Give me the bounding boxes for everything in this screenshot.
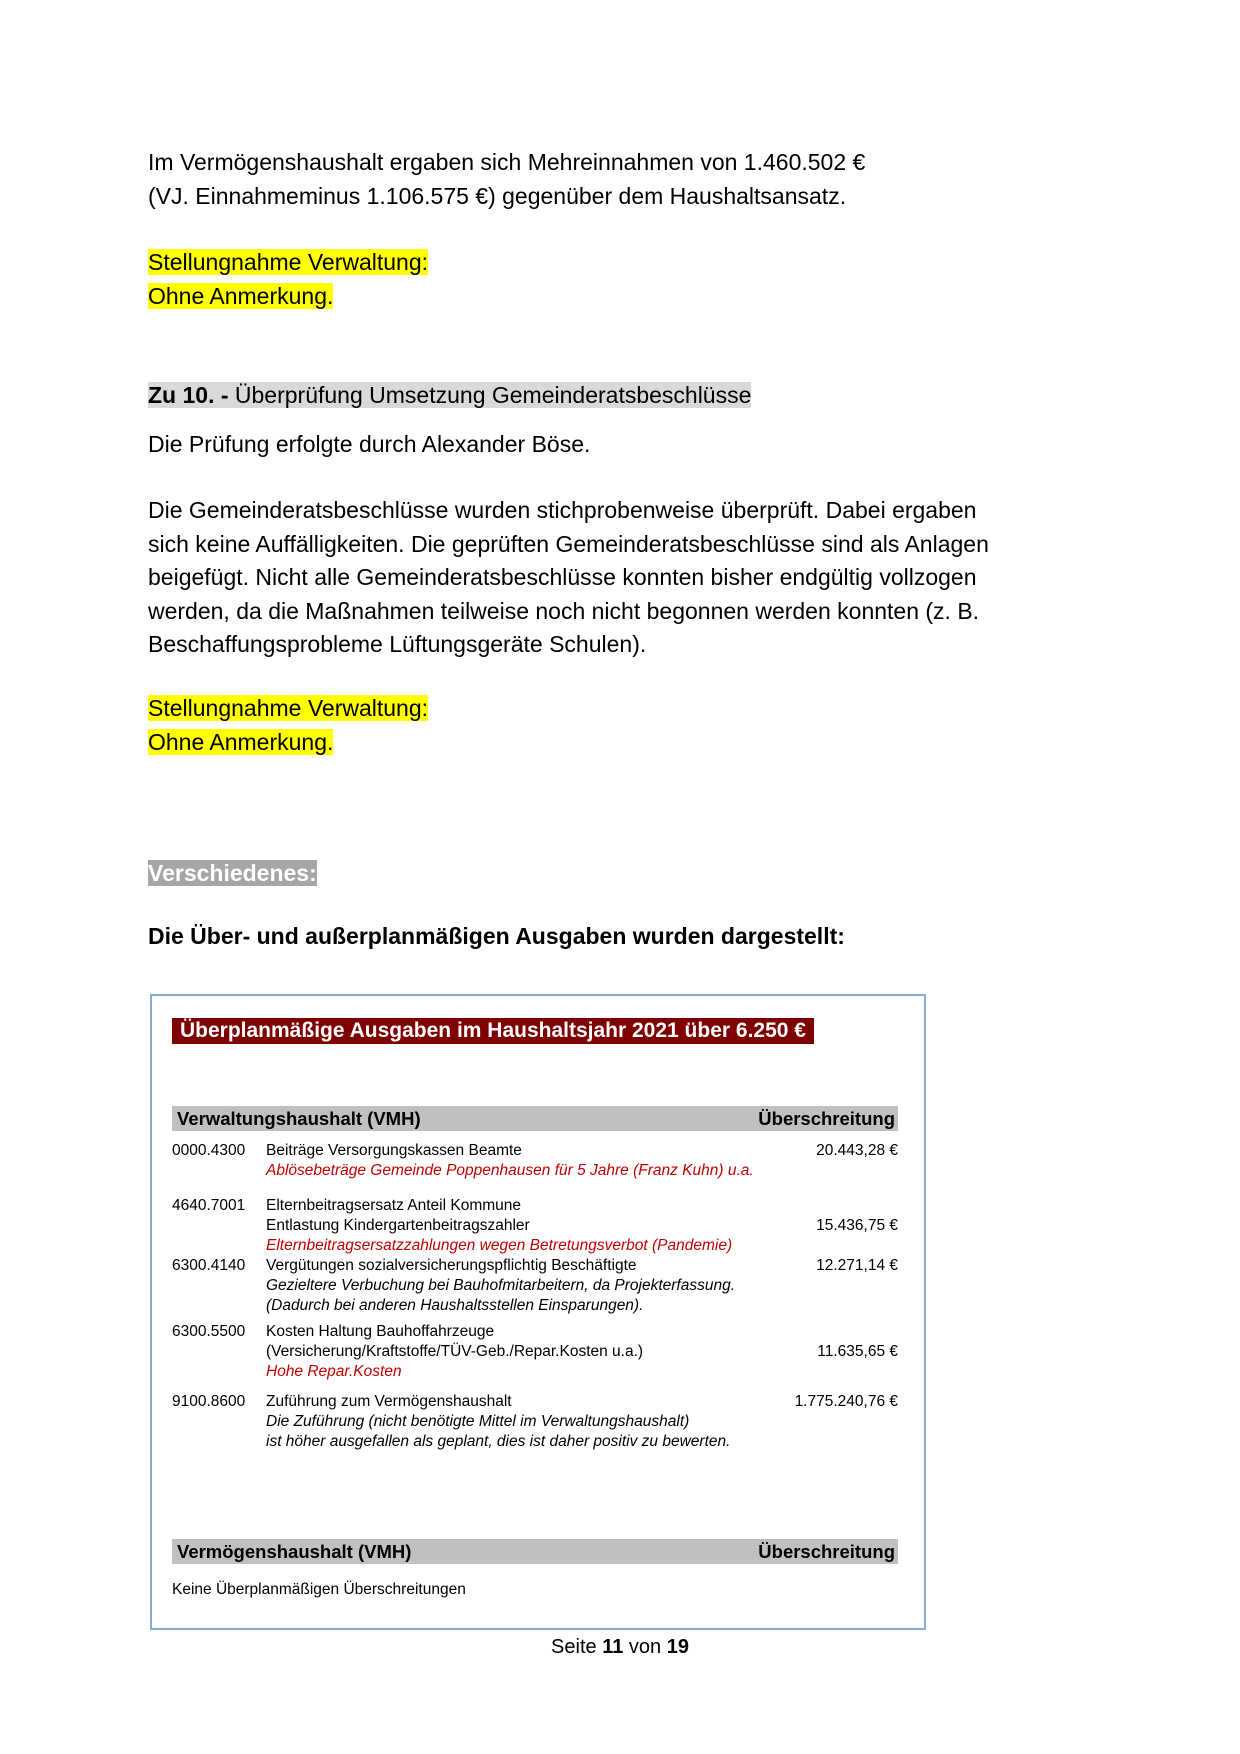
description-line: (Versicherung/Kraftstoffe/TÜV-Geb./Repar.Kosten u.a.) xyxy=(266,1343,644,1360)
verm-no-overruns: Keine Überplanmäßigen Überschreitungen xyxy=(172,1581,466,1598)
row-note: (Dadurch bei anderen Haushaltsstellen Einsparungen). xyxy=(266,1297,644,1314)
verm-header xyxy=(172,1539,898,1564)
paragraph-pruefung: Die Prüfung erfolgte durch Alexander Böse. xyxy=(148,431,591,457)
statement-block-2 xyxy=(148,692,428,759)
row-note: Ablösebeträge Gemeinde Poppenhausen für 5 Jahre (Franz Kuhn) u.a. xyxy=(266,1162,754,1179)
vwh-header xyxy=(172,1106,898,1131)
description-line: Beiträge Versorgungskassen Beamte xyxy=(266,1142,522,1159)
row-note: Gezieltere Verbuchung bei Bauhofmitarbeitern, da Projekterfassung. xyxy=(266,1277,736,1294)
statement-label: Stellungnahme Verwaltung: xyxy=(148,249,429,275)
row-description xyxy=(266,1196,806,1256)
row-description xyxy=(266,1141,806,1181)
text-line: (VJ. Einnahmeminus 1.106.575 €) gegenüber dem Haushaltsansatz. xyxy=(148,182,847,209)
text-line: Die Gemeinderatsbeschlüsse wurden stichprobenweise überprüft. Dabei ergaben xyxy=(148,497,977,523)
statement-block-1 xyxy=(148,246,428,313)
paragraph-gemeinderatsbeschluesse xyxy=(148,494,989,662)
statement-text: Ohne Anmerkung. xyxy=(148,282,334,309)
paragraph-vermoegenshaushalt xyxy=(148,146,865,213)
overrun-amount: 1.775.240,76 € xyxy=(794,1393,898,1410)
vwh-column-label: Überschreitung xyxy=(758,1108,895,1129)
footer-total-pages: 19 xyxy=(666,1636,689,1658)
text-line: beigefügt. Nicht alle Gemeinderatsbeschlüsse konnten bisher endgültig vollzogen xyxy=(148,564,977,590)
overrun-amount: 20.443,28 € xyxy=(816,1142,898,1159)
text-line: werden, da die Maßnahmen teilweise noch nicht begonnen werden konnten (z. B. xyxy=(148,597,980,624)
description-line: Elternbeitragsersatz Anteil Kommune xyxy=(266,1197,522,1214)
footer-middle: von xyxy=(623,1636,667,1658)
row-note: ist höher ausgefallen als geplant, dies ist daher positiv zu bewerten. xyxy=(266,1433,731,1450)
row-description xyxy=(266,1392,806,1452)
description-line: Zuführung zum Vermögenshaushalt xyxy=(266,1393,512,1410)
row-note: Die Zuführung (nicht benötigte Mittel im Verwaltungshaushalt) xyxy=(266,1413,690,1430)
row-description xyxy=(266,1256,806,1316)
ausgaben-table xyxy=(150,994,926,1630)
text-line: Beschaffungsprobleme Lüftungsgeräte Schulen). xyxy=(148,631,647,657)
table-intro-heading: Die Über- und außerplanmäßigen Ausgaben wurden dargestellt: xyxy=(148,923,845,949)
section-title: Überprüfung Umsetzung Gemeinderatsbeschlüsse xyxy=(228,382,752,408)
statement-text: Ohne Anmerkung. xyxy=(148,728,334,755)
section-heading-10 xyxy=(148,379,751,413)
description-line: Kosten Haltung Bauhoffahrzeuge xyxy=(266,1323,495,1340)
row-note: Elternbeitragsersatzzahlungen wegen Betretungsverbot (Pandemie) xyxy=(266,1237,733,1254)
row-description xyxy=(266,1322,806,1382)
account-code: 6300.5500 xyxy=(172,1323,246,1340)
description-line: Vergütungen sozialversicherungspflichtig Beschäftigte xyxy=(266,1257,637,1274)
statement-label: Stellungnahme Verwaltung: xyxy=(148,695,429,721)
account-code: 6300.4140 xyxy=(172,1257,246,1274)
account-code: 4640.7001 xyxy=(172,1197,246,1214)
text-line: sich keine Auffälligkeiten. Die geprüften Gemeinderatsbeschlüsse sind als Anlagen xyxy=(148,530,989,557)
account-code: 9100.8600 xyxy=(172,1393,246,1410)
verschiedenes-label: Verschiedenes: xyxy=(148,860,317,886)
page-footer xyxy=(0,1636,1240,1659)
footer-page-number: 11 xyxy=(602,1636,624,1658)
verschiedenes-heading xyxy=(148,857,317,891)
table-title: Überplanmäßige Ausgaben im Haushaltsjahr 2021 über 6.250 € xyxy=(172,1018,814,1044)
verm-header-label: Vermögenshaushalt (VMH) xyxy=(177,1541,412,1562)
account-code: 0000.4300 xyxy=(172,1142,246,1159)
vwh-header-label: Verwaltungshaushalt (VMH) xyxy=(177,1108,421,1129)
verm-column-label: Überschreitung xyxy=(758,1541,895,1562)
overrun-amount: 15.436,75 € xyxy=(816,1217,898,1234)
footer-prefix: Seite xyxy=(551,1636,603,1658)
row-note: Hohe Repar.Kosten xyxy=(266,1363,402,1380)
overrun-amount: 12.271,14 € xyxy=(816,1257,898,1274)
overrun-amount: 11.635,65 € xyxy=(817,1343,898,1360)
section-number: Zu 10. - xyxy=(148,382,229,408)
description-line: Entlastung Kindergartenbeitragszahler xyxy=(266,1217,530,1234)
text-line: Im Vermögenshaushalt ergaben sich Mehreinnahmen von 1.460.502 € xyxy=(148,149,866,175)
